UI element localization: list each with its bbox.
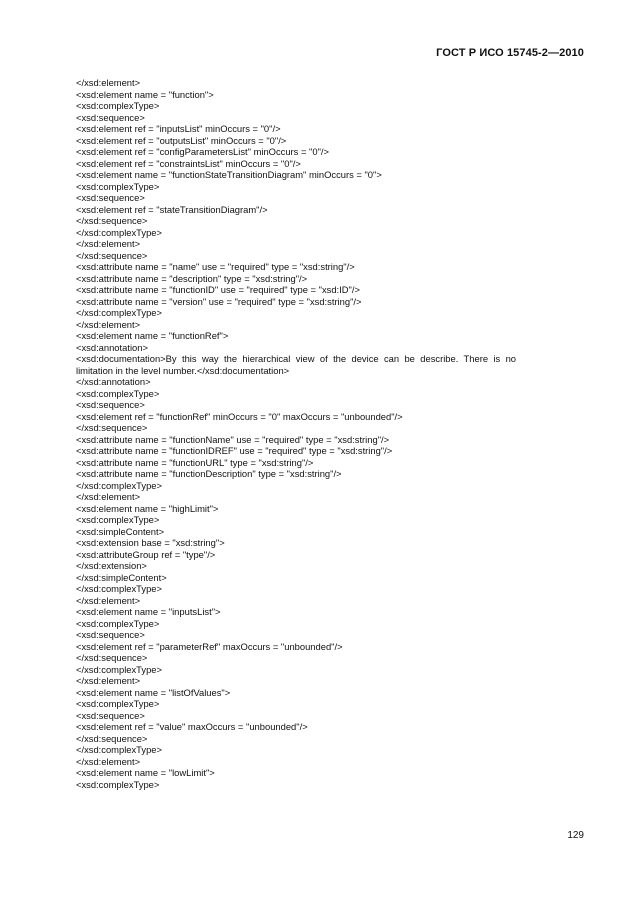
xsd-code-listing (76, 77, 516, 790)
code-line: <xsd:complexType> (76, 387, 160, 399)
code-line: </xsd:element> (76, 755, 141, 767)
code-line: <xsd:element ref = "configParametersList" minOccurs = "0"/> (76, 146, 330, 157)
code-line: <xsd:sequence> (76, 192, 145, 203)
code-line: limitation in the level number.</xsd:documentation> (76, 364, 290, 376)
code-line: <xsd:sequence> (76, 709, 145, 721)
code-line: <xsd:element name = "highLimit"> (76, 502, 219, 514)
code-line: </xsd:sequence> (76, 422, 148, 433)
code-line: <xsd:complexType> (76, 180, 160, 192)
code-line: </xsd:complexType> (76, 479, 162, 491)
code-line: </xsd:element> (76, 77, 141, 88)
code-line: </xsd:element> (76, 594, 141, 606)
code-line: <xsd:sequence> (76, 629, 145, 640)
code-line: <xsd:complexType> (76, 698, 160, 709)
code-line: </xsd:complexType> (76, 226, 162, 238)
code-line: <xsd:simpleContent> (76, 525, 165, 537)
code-line: <xsd:attribute name = "functionIDREF" use = "required" type = "xsd:string"/> (76, 445, 393, 456)
code-line: </xsd:sequence> (76, 652, 148, 663)
code-line: <xsd:sequence> (76, 399, 145, 410)
document-header: ГОСТ Р ИСО 15745-2—2010 (436, 47, 584, 59)
code-line: <xsd:attribute name = "version" use = "required" type = "xsd:string"/> (76, 295, 362, 307)
code-line: </xsd:element> (76, 675, 141, 686)
code-line: <xsd:element name = "function"> (76, 88, 214, 100)
code-line: </xsd:sequence> (76, 732, 148, 744)
code-line: <xsd:element name = "lowLimit"> (76, 767, 215, 778)
code-line: <xsd:attribute name = "functionURL" type = "xsd:string"/> (76, 456, 314, 468)
code-line: </xsd:element> (76, 491, 141, 502)
code-line: <xsd:attribute name = "description" type = "xsd:string"/> (76, 272, 308, 284)
code-line: <xsd:element name = "inputsList"> (76, 606, 221, 617)
code-line: <xsd:complexType> (76, 514, 160, 525)
code-line: </xsd:extension> (76, 560, 147, 571)
code-line: <xsd:element ref = "stateTransitionDiagram"/> (76, 203, 268, 215)
code-line: </xsd:simpleContent> (76, 571, 167, 583)
code-line: </xsd:sequence> (76, 249, 148, 261)
code-line: <xsd:element name = "listOfValues"> (76, 686, 231, 698)
code-line: </xsd:annotation> (76, 376, 151, 387)
page-number: 129 (567, 830, 584, 841)
code-line: <xsd:attribute name = "functionDescription" type = "xsd:string"/> (76, 468, 342, 479)
code-line: </xsd:complexType> (76, 583, 162, 594)
code-line: <xsd:sequence> (76, 111, 145, 123)
code-line: </xsd:element> (76, 238, 141, 249)
code-line: <xsd:element name = "functionRef"> (76, 330, 229, 341)
code-line: <xsd:attributeGroup ref = "type"/> (76, 548, 216, 560)
code-line: <xsd:attribute name = "functionID" use = "required" type = "xsd:ID"/> (76, 284, 360, 295)
code-line: <xsd:element ref = "value" maxOccurs = "unbounded"/> (76, 721, 308, 732)
code-line: <xsd:complexType> (76, 100, 160, 111)
code-line: <xsd:complexType> (76, 617, 160, 629)
code-line: <xsd:element ref = "constraintsList" minOccurs = "0"/> (76, 157, 301, 169)
code-line: <xsd:attribute name = "name" use = "required" type = "xsd:string"/> (76, 261, 355, 272)
code-line: <xsd:element ref = "outputsList" minOccurs = "0"/> (76, 134, 287, 146)
code-line: <xsd:element ref = "functionRef" minOccurs = "0" maxOccurs = "unbounded"/> (76, 410, 403, 422)
code-line: </xsd:complexType> (76, 663, 162, 675)
code-line: </xsd:sequence> (76, 215, 148, 226)
code-line: <xsd:attribute name = "functionName" use = "required" type = "xsd:string"/> (76, 433, 390, 445)
code-line: </xsd:element> (76, 318, 141, 330)
code-line: <xsd:element name = "functionStateTransitionDiagram" minOccurs = "0"> (76, 169, 382, 180)
code-line: <xsd:documentation>By this way the hierarchical view of the device can be describe. There is no (76, 353, 516, 364)
code-line: <xsd:annotation> (76, 341, 148, 353)
code-line: <xsd:complexType> (76, 778, 160, 790)
code-line: <xsd:extension base = "xsd:string"> (76, 537, 225, 548)
code-line: </xsd:complexType> (76, 744, 162, 755)
code-line: <xsd:element ref = "inputsList" minOccurs = "0"/> (76, 123, 281, 134)
code-line: </xsd:complexType> (76, 307, 162, 318)
code-line: <xsd:element ref = "parameterRef" maxOccurs = "unbounded"/> (76, 640, 343, 652)
